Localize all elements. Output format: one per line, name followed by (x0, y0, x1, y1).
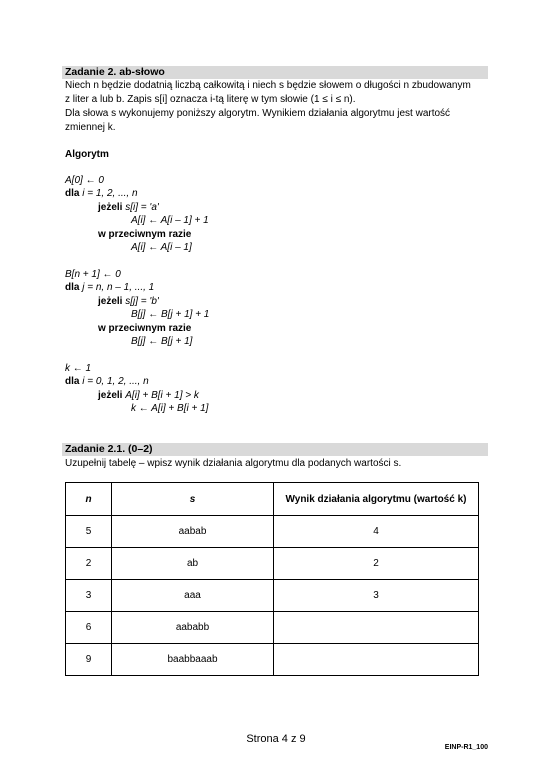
algo-line: jeżeli s[i] = 'a' (98, 202, 159, 213)
table-row (66, 644, 479, 676)
table-row (66, 548, 479, 580)
cell-n: 5 (66, 516, 112, 548)
subtask-title: Zadanie 2.1. (0–2) (62, 443, 488, 456)
page-number: Strona 4 z 9 (246, 733, 306, 745)
cell-s: aabab (112, 516, 274, 548)
cell-n: 2 (66, 548, 112, 580)
intro-line: z liter a lub b. Zapis s[i] oznacza i-tą literę w tym słowie (1 ≤ i ≤ n). (65, 94, 356, 105)
answer-table (65, 482, 479, 676)
task-intro (65, 79, 489, 135)
cell-result-empty[interactable] (274, 644, 479, 676)
cell-result: 2 (274, 548, 479, 580)
algo-line: jeżeli s[j] = 'b' (98, 296, 159, 307)
algo-line: A[i] ← A[i – 1] (131, 242, 192, 253)
table-row (66, 516, 479, 548)
cell-n: 3 (66, 580, 112, 612)
algo-line: w przeciwnym razie (98, 323, 192, 334)
cell-result: 4 (274, 516, 479, 548)
algo-line: dla i = 0, 1, 2, ..., n (65, 376, 149, 387)
header-n: n (66, 483, 112, 516)
table-header-row (66, 483, 479, 516)
algo-line: A[i] ← A[i – 1] + 1 (131, 215, 209, 226)
algo-line: jeżeli A[i] + B[i + 1] > k (98, 390, 199, 401)
algo-line: k ← A[i] + B[i + 1] (131, 403, 209, 414)
table-row (66, 612, 479, 644)
task-title: Zadanie 2. ab-słowo (62, 66, 488, 79)
subtask-instruction: Uzupełnij tabelę – wpisz wynik działania algorytmu dla podanych wartości s. (65, 458, 402, 469)
table-row (66, 580, 479, 612)
algo-line: B[j] ← B[j + 1] + 1 (131, 309, 210, 320)
algo-line: dla i = 1, 2, ..., n (65, 188, 138, 199)
cell-s: aababb (112, 612, 274, 644)
intro-line: zmiennej k. (65, 122, 116, 133)
algo-line: k ← 1 (65, 363, 92, 374)
algo-line: w przeciwnym razie (98, 229, 192, 240)
cell-result-empty[interactable] (274, 612, 479, 644)
algo-line: dla j = n, n – 1, ..., 1 (65, 282, 155, 293)
header-result: Wynik działania algorytmu (wartość k) (274, 483, 479, 516)
algo-line: B[j] ← B[j + 1] (131, 336, 193, 347)
intro-line: Dla słowa s wykonujemy poniższy algorytm. Wynikiem działania algorytmu jest wartość (65, 108, 451, 119)
cell-s: ab (112, 548, 274, 580)
cell-n: 9 (66, 644, 112, 676)
exam-code: EINP-R1_100 (444, 744, 488, 751)
algorithm-heading: Algorytm (65, 149, 109, 160)
cell-n: 6 (66, 612, 112, 644)
algo-line: B[n + 1] ← 0 (65, 269, 121, 280)
cell-result: 3 (274, 580, 479, 612)
algo-line: A[0] ← 0 (65, 175, 104, 186)
header-s: s (112, 483, 274, 516)
cell-s: aaa (112, 580, 274, 612)
intro-line: Niech n będzie dodatnią liczbą całkowitą i niech s będzie słowem o długości n zbudowanym (65, 80, 471, 91)
cell-s: baabbaaab (112, 644, 274, 676)
